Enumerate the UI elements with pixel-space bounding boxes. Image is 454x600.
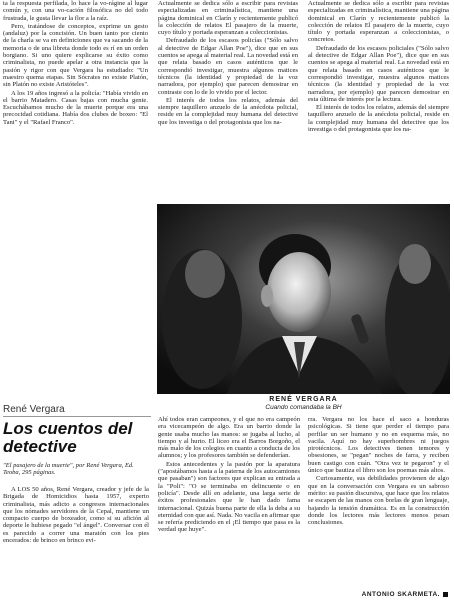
paragraph: ta la respuesta perfilada, lo hace la vo-rágine al lugar común y, con una vo-cación filosófica no del todo frustrada, le gusta llevar la flor a la raíz. [3,0,148,22]
portrait-illustration [157,204,450,394]
paragraph: El interés de todos los relatos, además del siempre taquillero anzuelo de la anécdota policial, reside en la complejidad muy humana del detective que los investiga o del protagonista que los na- [158,96,298,126]
section-kicker: René Vergara [3,404,151,417]
bottom-left-column [3,486,149,598]
paragraph: El interés de todos los relatos, además del siempre taquillero anzuelo de la anécdota policial, reside en la complejidad muy humana del detective que los investiga o del protagonista que los na- [308,104,449,134]
author-signature [362,591,448,598]
top-right-column [308,0,449,198]
paragraph: Ahí todos eran campeones, y el que no era campeón era vicecampeón de algo. Era un barrio donde la gente usaba mucho las manos: se jugaba al lucho, al tiempo y al hurto. El liceo era el Barros Borgoño, el más malo de los colegios en cuanto a conducta de los alumnos; y los profesores también se defenderían. [158,416,300,460]
author-name: ANTONIO SKARMETA. [361,591,440,598]
paragraph: Pero, tratándose de conceptos, exprime un gesto (andaluz) por la concisión. Un buen tanto por ciento de la charla se va en definiciones que va sacando de la memoria o de una libreta donde todo es rí en un orden borgiano. Si uno quiere explicarse su éxito como criminalista, no puede apelar a otra instancia que la pasión y rigor con que Vergara ha estudiado: "Un maestro quema etapas. Sin Sócrates no existe Platón, sin Platón no existe Aristóteles". [3,22,148,89]
top-middle-column [158,0,298,198]
paragraph: Defraudado de los escasos policías ("Sólo salvo al detective de Edgar Allan Poe"), dice que en sus cuentos se apega al material real. La novedad está en que relata basado en casos auténticos que le correspondió investigar, muestra algunos matices técnicos (la identidad y propiedad de la voz narradora, por ejemplo) que parecen demostrar en contraste con lo de lo vivido por el lector. [158,37,298,96]
paragraph: A los 19 años ingresó a la policía: "Había vivido en el barrio Matadero. Casas bajas con mucha gente. Escuchábamos mucho de la muerte porque era una precocidad cotidiana. Había dos clubes de boxeo: "El Tani" y el "Rafael Franco". [3,89,148,126]
paragraph: Estos antecedentes y la pasión por la aparatura ("apostábamos hasta a la paterna de los autocamiones que pasaban") son factores que explican su entrada a la "Poli": "O se terminaba en delincuente o en policía". Desde allí en adelante, una larga serie de éxitos profesionales que le han dado fama internacional. Quizás buena parte de ella la deba a su eternidad con que así. Nada. No vacila en afirmar que se refería prediciendo en el ¡El tiempo que pasa es la verdad que huye". [158,460,300,534]
paragraph: Curiosamente, sus debilidades provienen de algo que en la conversación con Vergara es un sabroso mérito: su pasión discursiva, que hace que los relatos se escapen de las manos con borlas de gran lenguaje, bajando la tensión dramática. Es en la construcción donde los lectores más lectores menos pesan conclusiones. [308,475,449,527]
bottom-right-column [308,416,449,586]
paragraph: Actualmente se dedica sólo a escribir para revistas especializadas en criminalística, mantiene una página dominical en Clarín y recientemente publicó la colección de relatos El pasajero de la muerte, cuyo título y portada esperanzan a coleccionistas. [158,0,298,37]
end-mark-icon [443,592,448,597]
caption-text: Cuando comandaba la BH [265,404,342,411]
book-reference: "El pasajero de la muerte", por René Vergara, Ed. Teoba, 295 páginas. [3,462,134,477]
caption-name: RENÉ VERGARA [269,396,338,403]
top-left-column [3,0,148,198]
paragraph: Defraudado de los escasos policiales ("Sólo salvo al detective de Edgar Allan Poe"), dice que en sus cuentos se apega al material real. La novedad está en que relata basado en casos auténticos que le correspondió investigar, muestra algunos matices técnicos (la identidad y propiedad de la voz narradora, por ejemplo) que parecen demostrar en esta última de interés por la lectura. [308,44,449,103]
bottom-middle-column [158,416,300,598]
photo-caption [157,396,450,411]
paragraph: rra. Vergara no los hace el saco a honduras psicológicas. Si tiene que perder el tiempo para perfilar un ser humano y no en esquema más, no vacila. Aquí no hay superhombres ni juegos pirotécnicos. Los detectives tienen temores y obsesiones, se "pegan" noches de farra, y reciben buen castigo con cuán. "Otra vez te pegaron" y el único que bautiza el libro son los poemas más altos. [308,416,449,475]
article-headline: Los cuentos del detective [3,419,133,456]
portrait-photo [157,204,450,394]
paragraph: A LOS 50 años, René Vergara, creador y jefe de la Brigada de Homicidios hasta 1957, experto criminalista, más adicto a congresos internacionales que los nómades servidores de la Cepal, mantiene un compacto cuerpo de boxeador, como si su afición al deporte le hubiese pegado "el ángel". Conversar con él es parecido a correr una maratón con los pies encerados: de brinco en brinco evi- [3,486,149,545]
paragraph: Actualmente se dedica sólo a escribir para revistas especializadas en criminalística, mantiene una página dominical en Clarín y recientemente publicó la colección de relatos El pasajero de la muerte, cuyo título y portada esperanzan a coleccionistas, o concretos. [308,0,449,44]
